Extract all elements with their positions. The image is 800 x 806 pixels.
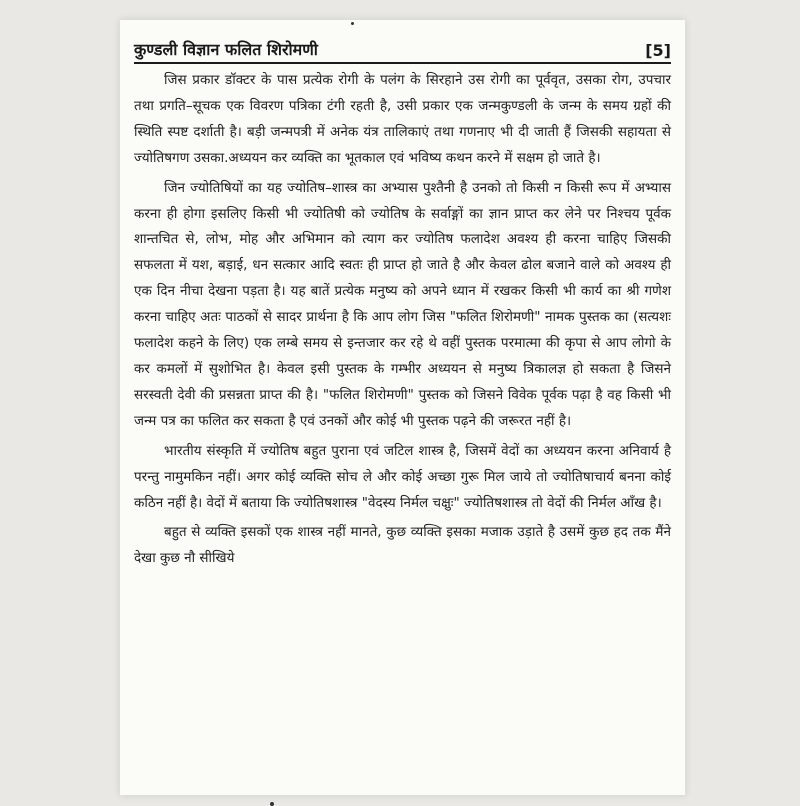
paragraph-3: भारतीय संस्कृति में ज्योतिष बहुत पुराना एवं जटिल शास्त्र है, जिसमें वेदों का अध्ययन करना अनिवार्य है परन्तु नामुमकिन नहीं। अगर कोई व्यक्ति सोच ले और कोई अच्छा गुरू मिल जाये तो ज्योतिषाचार्य बनना कोई कठिन नहीं है। वेदों में बताया कि ज्योतिषशास्त्र "वेदस्य निर्मल चक्षुः" ज्योतिषशास्त्र तो वेदों की निर्मल आँख है। [134, 442, 671, 511]
page-body [134, 68, 671, 576]
page-header [134, 32, 671, 60]
book-page [120, 20, 685, 795]
running-title: कुण्डली विज्ञान फलित शिरोमणी [134, 40, 318, 59]
page-number: [5] [645, 41, 671, 60]
header-rule [134, 62, 671, 64]
paragraph-4: बहुत से व्यक्ति इसकों एक शास्त्र नहीं मानते, कुछ व्यक्ति इसका मजाक उड़ाते है उसमें कुछ हद तक मैंने देखा कुछ नौ सीखिये [134, 524, 671, 567]
print-speck [351, 22, 354, 25]
paragraph-1: जिस प्रकार डॉक्टर के पास प्रत्येक रोगी के पलंग के सिरहाने उस रोगी का पूर्ववृत, उसका रोग, उपचार तथा प्रगति–सूचक एक विवरण पत्रिका टंगी रहती है, उसी प्रकार एक जन्मकुण्डली के जन्म के समय ग्रहों की स्थिति स्पष्ट दर्शाती है। बड़ी जन्मपत्री में अनेक यंत्र तालिकाएं तथा गणनाए भी दी जाती हैं जिसकी सहायता से ज्योतिषगण उसका.अध्ययन कर व्यक्ति का भूतकाल एवं भविष्य कथन करने में सक्षम हो जाते है। [134, 72, 671, 166]
print-speck [270, 802, 274, 806]
paragraph-2: जिन ज्योतिषियों का यह ज्योतिष–शास्त्र का अभ्यास पुश्तैनी है उनको तो किसी न किसी रूप में अभ्यास करना ही होगा इसलिए किसी भी ज्योतिषी को ज्योतिष के सर्वाङ्गों का ज्ञान प्राप्त कर लेने पर निश्चय पूर्वक शान्तचित से, लोभ, मोह और अभिमान को त्याग कर ज्योतिष फलादेश अवश्य ही करना चाहिए जिसकी सफलता में यश, बड़ाई, धन सत्कार आदि स्वतः ही प्राप्त हो जाते है और केवल ढोल बजाने वाले को अवश्य ही एक दिन नीचा देखना पड़ता है। यह बातें प्रत्येक मनुष्य को अपने ध्यान में रखकर किसी भी कार्य का श्री गणेश करना चाहिए अतः पाठकों से सादर प्रार्थना है कि आप लोग जिस "फलित शिरोमणी" नामक पुस्तक का (सत्यशः फलादेश कहने के लिए) एक लम्बे समय से इन्तजार कर रहे थे वहीं पुस्तक परमात्मा की कृपा से आप लोगो के कर कमलों में सुशोभित है। केवल इसी पुस्तक के गम्भीर अध्ययन से मनुष्य त्रिकालज्ञ हो सकता है जिसने सरस्वती देवी की प्रसन्नता प्राप्त की है। "फलित शिरोमणी" पुस्तक को जिसने विवेक पूर्वक पढ़ा है वह किसी भी जन्म पत्र का फलित कर सकता है एवं उनकों और कोई भी पुस्तक पढ़ने की जरूरत नहीं है। [134, 179, 671, 429]
